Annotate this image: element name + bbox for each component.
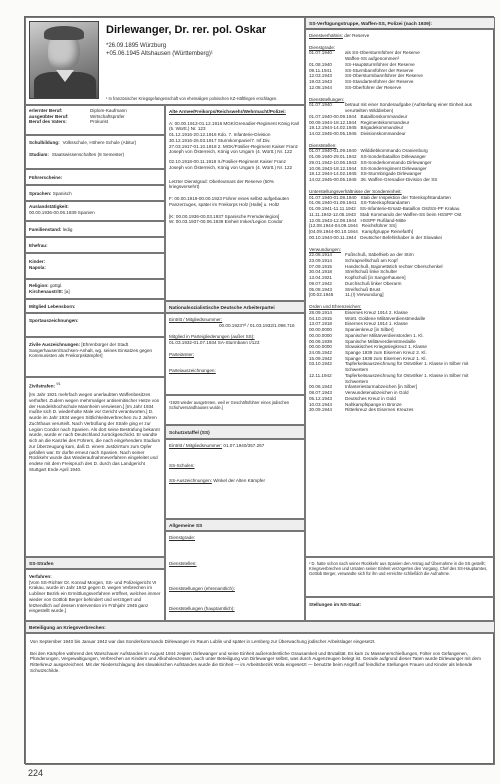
familienstand-box: Familienstand: ledig (25, 221, 165, 237)
item-text: Handschuß, Bajonettstich rechter Oberschenkel (345, 263, 443, 269)
item-text: Verwundetenabzeichen in Gold (345, 390, 409, 396)
list-item (309, 85, 491, 91)
lebensborn-box: Mitglied Lebensborn: (25, 299, 165, 313)
profession-box: erlernter Beruf: Diplom-Kaufmann ausgeübter Beruf: Wirtschaftsprüfer Beruf des Vaters: Prokurist (25, 105, 165, 135)
item-date: [04.09.1944-00.10.1944 (309, 229, 358, 235)
list-item (309, 292, 491, 298)
item-text: Stab der Inspektion der Totenkopfstandarten (360, 194, 451, 200)
item-date: 09.07.1942 (309, 280, 332, 286)
item-date: 01.09.1940-29.01.1942 (309, 154, 357, 160)
header-footnote: ¹ In französischer Kriegsgefangenschaft von ehemaligen polnischen KZ-Häftlingen erschlagen. (106, 96, 278, 101)
item-text: betraut mit einer Sonderaufgabe (Aufstellung einer Einheit aus verurteilten Wilddieben) (345, 102, 472, 114)
item-text: Deutscher Befehlshaber in der Slowakei (360, 234, 442, 240)
item-text: Deutsches Kreuz in Gold (345, 395, 396, 401)
item-text: Ritterkreuz des Eisernen Kreuzes (345, 407, 414, 413)
item-date: 11.11.1942-12.05.1943 (309, 211, 356, 217)
item-text: Eisernes Kreuz 1914 2. Klasse (345, 309, 408, 315)
item-date: 12.08.1944 (309, 84, 332, 90)
item-date: 14.02.1945-00.05.1945 (309, 131, 357, 137)
item-date: 30.04.1918 (309, 269, 332, 275)
item-text: SS-Sturmbrigade Dirlewanger (360, 171, 422, 177)
dienststellungen-list (309, 102, 491, 136)
ausland-box: Auslandstätigkeit: 00.00.1936-00.06.1939 Spanien (25, 201, 165, 221)
ehefrau-box: Ehefrau: (25, 237, 165, 253)
item-date: 14.02.1945-00.05.1945 (309, 177, 357, 183)
item-text: Streifschuß linke Schulter (345, 269, 398, 275)
waffen-ss-header: SS-Verfügungstruppe, Waffen-SS, Polizei (nach 1939): (305, 17, 495, 29)
item-text: Spanienkreuz [in Silber] (345, 327, 394, 333)
item-text: 36. Waffen-Grenadier-Division der SS (360, 177, 438, 183)
zivil-box: Zivile Auszeichnungen: [Ehrenbürger der Stadt Sangerhausen/Sachsen-Anhalt, wg. seines Einsatzes gegen Kommunisten als Freikorpskämpfer] (25, 337, 165, 377)
item-text: SS-Sonderkommando Dirlewanger (360, 159, 432, 165)
item-text: Nahkampfspange in Bronze (345, 401, 402, 407)
item-text: Bataillonskommandeur (360, 113, 408, 119)
nsdap-header: Nationalsozialistische Deutsche Arbeiterpartei (165, 301, 305, 313)
item-date: 10.06.1943-18.12.1944 (309, 165, 357, 171)
item-date: 00.06.1939 (309, 338, 332, 344)
nsdap-box: Eintritt / Mitgliedsnummer: 00.00.1923?² / 01.03.1932/1.098.716 Mitglied in Parteigliederungen (außer SS): 01.03.1932-01.07.1934 SA-Sturmbann I/123 Parteiämter: Parteiauszeichnungen: (165, 313, 305, 395)
header-box (25, 17, 305, 105)
item-date: [00.02.1945 (309, 292, 334, 298)
armee-box: Alte Armee/Freikorps/Reichswehr/Wehrmacht/Polizei: A: 00.00.1913-01.12.1916 MGK/Grenadier-Regiment König Karl (5. Württ.) Nr. 123 01.12.1916-20.12.1916 Kdo. 7. Infanterie-Division 30.12.1916-26.03.1917 Sturmkompanie/7. Inf.Div. 27.03.1917-01.10.1918 2. MGK/Füsilier-Regiment Kaiser Franz Joseph von Österreich, König von Ungarn (4. Württ.) Nr. 122 02.10.1918-00.11.1918 II./Füsilier-Regiment Kaiser Franz Joseph von Österreich, König von Ungarn (4. Württ.) Nr. 122 Letzter Dienstgrad: Oberleutnant der Reserve (50% kriegsversehrt) F: 00.00.1919-00.00.1923 Führer eines selbst aufgebauten Panzerzuges, später im Freikorps Holz [Halle] u. Holtz [K: 00.00.1936-00.03.1937 Spanische Fremdenlegion] W: 00.03.1937-00.06.1939 Einheit Imker/Legion Condor (165, 105, 305, 301)
birth-info: *26.09.1895 Würzburg (106, 43, 167, 49)
waffen-ss-footnote-box: ² D. hatte schon nach seiner Rückkehr aus Spanien den Antrag auf Übernahme in die SS gestellt; Kriegsverbrechen und Untaten seiner Einheit verzögerten den Vorgang. Chef des SS-Hauptamtes, Gottlob Berger, verwandte sich für ihn und erreichte schließlich die Aufnahme. (305, 557, 495, 597)
kriegsverbrechen-header: Beteiligung an Kriegsverbrechen: (25, 621, 495, 633)
item-date: 00.06.1943 (309, 384, 332, 390)
fuehrerscheine-box: Führerscheine: (25, 169, 165, 185)
item-date: 01.08.1940-01.09.1941 (309, 200, 357, 206)
item-text: SS-Totenkopfstandarten (360, 200, 410, 206)
kinder-box: Kinder: Napola: (25, 253, 165, 279)
item-date: 09.11.1941 (309, 67, 332, 73)
list-item (309, 373, 491, 384)
item-date: 28.09.1914 (309, 309, 332, 315)
dienststellen-list (309, 148, 491, 182)
zivilstrafen-box: Zivilstrafen: $^{91}$ [Im Jahr 1921 mehrfach wegen unerlaubten Waffenbesitzes verhaftet. Zudem wegen mehrmaliger antisemitischer Hetze von der Handelshochschule Mannheim verwiesen.] [Im Jahr 1934 mußte sich D. wiederholte Male vor Gericht verantworten.] D. wurde im Jahr 1934 wegen Sittlichkeitsverbrechen zu 2 Jahren Zuchthaus verurteilt. Nach Verbüßung der Strafe ging er zur Legion Condor nach Spanien. Als dort seine Bestrafung bekannt wurde, wurde er nach Deutschland zurückgeschickt. Er wandte sich an die Kanzlei des Führers, die nach eingehendem Studium zur Überzeugung kam, daß D. einem Justizirrtum zum Opfer gefallen war. Er durfte erneut nach Spanien. Nach seiner Rückkehr wurde das Wiederaufnahmeverfahren eingeleitet und endete mit dem Freispruch des D. durch das Landgericht Stuttgart Ende April 1940. (25, 377, 165, 557)
item-text: Infanteriesturmabzeichen [in Silber] (345, 384, 418, 390)
item-date: 05.08.1943 (309, 286, 332, 292)
item-text: Regimentskommandeur (360, 119, 410, 125)
item-date: [12.08.1944-04.09.1944 (309, 223, 358, 229)
item-text: SS-Obersturmbannführer der Reserve (345, 73, 423, 79)
item-text: SS-Hauptsturmführer der Reserve (345, 61, 415, 67)
item-text: SS-Oberführer der Reserve (345, 84, 402, 90)
item-date: 12.03.1943 (309, 73, 332, 79)
item-date: 05.12.1943 (309, 395, 332, 401)
allg-ss-header: Allgemeine SS (165, 519, 305, 531)
ss-strafen-box: Verfahren: [Vom SS-Richter Dr. Konrad Morgen, SS- und Polizeigericht VI Krakau, wurde im Jahr 1942 gegen D. wegen Verbrechen im Lubliner Bezirk ein Ermittlungsverfahren eröffnet, welches immer wieder von Gottlob Berger behindert und verzögert und letztendlich auf dessen Intervention im Frühjahr 1945 ganz eingestellt wurde.] (25, 569, 165, 621)
ss-box: Eintritt / Mitgliedsnummer: 01.07.1940/357.267 SS-Schulen: SS-Auszeichnungen: Winkel der Alten Kämpfer (165, 439, 305, 519)
item-text: als SS-Obersturmführer der Reserve (345, 50, 420, 56)
item-date: 01.07.1940 (309, 50, 332, 56)
item-date: 22.08.1914 (309, 252, 332, 258)
biography-sheet (24, 16, 494, 764)
item-date: 19.03.1943 (309, 79, 332, 85)
list-item (309, 102, 491, 113)
list-item (309, 407, 491, 413)
item-text: HSSPF Rußland-Mitte (360, 217, 406, 223)
item-date: 19.12.1944-14.02.1945 (309, 125, 357, 131)
death-info: +05.06.1945 Altshausen (Württemberg)¹ (106, 51, 213, 57)
item-text: Slowakisches Kriegssiegkreuz 1. Klasse (345, 344, 427, 350)
orden-list (309, 310, 491, 413)
item-text: Schrapnellschuß am Kopf (345, 257, 398, 263)
page-number: 224 (28, 768, 44, 778)
item-date: 01.08.1940 (309, 61, 332, 67)
item-date: 01.07.1940-00.09.1944 (309, 113, 357, 119)
education-box: Schulbildung: Volksschule, Höhere Schule (Abitur) Studium: Staatswissenschaften (8 Semester) (25, 135, 165, 169)
item-text: SS-Sonderbataillon Dirlewanger (360, 154, 426, 160)
item-date: 10.03.1944 (309, 401, 332, 407)
item-text: Fußschuß, Säbelhieb an der Stirn (345, 252, 414, 258)
list-item (309, 177, 491, 183)
item-text: Kopfschuß [in Sangerhausen] (345, 275, 406, 281)
item-text: Tapferkeitsauszeichnung für Ostvölker 1. Klasse in Silber mit Schwertern (345, 361, 469, 373)
item-date: 15.09.1942 (309, 355, 332, 361)
item-text: Kampfgruppe Reinefarth] (361, 229, 414, 235)
item-text: SS-Sonderregiment Dirlewanger (360, 165, 427, 171)
item-date: 30.09.1944 (309, 407, 332, 413)
item-date: 13.07.1918 (309, 321, 332, 327)
item-date: 00.00.0000 (309, 327, 332, 333)
item-text: Waffen-SS aufgenommen² (345, 56, 400, 62)
unterstellung-list (309, 195, 491, 241)
verwundungen-list (309, 252, 491, 298)
sport-box: Sportauszeichnungen: (25, 313, 165, 337)
item-text: SS-Sturmbannführer der Reserve (345, 67, 414, 73)
item-text: Reichsführer SS] (361, 223, 397, 229)
item-text: Divisionskommandeur (360, 131, 406, 137)
religion-box: Religion: gottgl. Kirchenaustritt: [a] (25, 279, 165, 299)
stellungen-box: Stellungen im NS-Staat: (305, 597, 495, 621)
item-date: 03.10.1942 (309, 361, 332, 367)
list-item (309, 235, 491, 241)
item-text: Stab Kommando der Waffen-SS beim HSSPF Ost (359, 211, 462, 217)
item-date: 24.05.1942 (309, 349, 332, 355)
item-date: 01.07.1940-01.09.1940 (309, 148, 357, 154)
item-date: 01.09.1941-11.11.1942 (309, 206, 356, 212)
portrait-photo (29, 21, 99, 99)
item-date: 00.00.0000 (309, 344, 332, 350)
item-date: 04.10.1915 (309, 315, 332, 321)
item-date: 12.11.1942 (309, 372, 332, 378)
item-text: Tapferkeitsauszeichnung für Ostvölker 1. Klasse in Silber mit Schwertern (345, 372, 469, 384)
item-text: Wilddiebkommando Oranienburg (360, 148, 428, 154)
item-text: Eisernes Kreuz 1914 1. Klasse (345, 321, 408, 327)
item-date: 29.01.1942-10.06.1943 (309, 159, 357, 165)
item-date: 13.04.1921 (309, 275, 332, 281)
waffen-ss-box: Dienstverhältnis: der Reserve Dienstgrade: 01.07.1940 als SS-Obersturmführer der Reserve Waffen-SS aufgenommen² 01.08.1940 SS-Hauptsturmführer der Reserve 09.11.1941 SS-Sturmbannführer der Reserve 12.03.1943 SS-Obersturmbannführer der Reserve 19.03.1943 SS-Standartenführer der Reserve 12.08.1944 SS-Oberführer der Reserve Dienststellungen: 01.07.1940 betraut mit einer Sonderaufgabe (Aufstellung einer Einheit aus verurteilten Wilddieben) 01.07.1940-00.09.1944 Bataillonskommandeur 00.09.1944-18.12.1944 Regimentskommandeur 19.12.1944-14.02.1945 Brigadekommandeur 14.02.1945-00.05.1945 Divisionskommandeur Dienststellen: 01.07.1940-01.09.1940 Wilddiebkommando Oranienburg 01.09.1940-29.01.1942 SS-Sonderbataillon Dirlewanger 29.01.1942-10.06.1943 SS-Sonderkommando Dirlewanger 10.06.1943-18.12.1944 SS-Sonderregiment Dirlewanger 18.12.1944-14.02.1945 SS-Sturmbrigade Dirlewanger 14.02.1945-00.05.1945 36. Waffen-Grenadier-Division der SS Unterstellungsverhältnisse der Sondereinheit: 01.07.1940-01.08.1940 Stab der Inspektion der Totenkopfstandarten 01.08.1940-01.09.1941 SS-Totenkopfstandarten 01.09.1941-11.11.1942 SS-Infanterie-Ersatz-Bataillon Ost/SS-PF Krakau 11.11.1942-12.05.1943 Stab Kommando der Waffen-SS beim HSSPF Ost 12.05.1943-12.08.1944 HSSPF Rußland-Mitte [12.08.1944-04.09.1944 Reichsführer SS] [04.09.1944-00.10.1944 Kampfgruppe Reinefarth] 00.10.1944-00.11.1944 Deutscher Befehlshaber in der Slowakei Verwundungen: 22.08.1914 Fußschuß, Säbelhieb an der Stirn 23.09.1914 Schrapnellschuß am Kopf 07.09.1915 Handschuß, Bajonettstich rechter Oberschenkel 30.04.1918 Streifschuß linke Schulter 13.04.1921 Kopfschuß [in Sangerhausen] 09.07.1942 Durchschuß linker Oberarm 05.08.1943 Streifschuß Brust [00.02.1945 11.(!) Verwundung] Orden und Ehrenzeichen: 28.09.1914 Eisernes Kreuz 1914 2. Klasse 04.10.1915 Württ. Goldene Militärverdienstmedaille 13.07.1918 Eisernes Kreuz 1914 1. Klasse 00.00.0000 Spanienkreuz [in Silber] 00.00.0000 Spanischer Militärverdienstorden 1. Kl. 00.06.1939 Spanische Militärverdienstmedaille 00.00.0000 Slowakisches Kriegssiegkreuz 1. Klasse 24.05.1942 Spange 1939 zum Eisernen Kreuz 2. Kl. 15.09.1942 Spange 1939 zum Eisernen Kreuz 1. Kl. 03.10.1942 Tapferkeitsauszeichnung für Ostvölker 1. Klasse in Silber mit Schwertern 12.11.1942 Tapferkeitsauszeichnung für Ostvölker 1. Klasse in Silber mit Schwertern 00.06.1943 Infanteriesturmabzeichen [in Silber] 08.07.1943 Verwundetenabzeichen in Gold 05.12.1943 Deutsches Kreuz in Gold 10.03.1944 Nahkampfspange in Bronze 30.09.1944 Ritterkreuz des Eisernen Kreuzes (305, 29, 495, 557)
person-name: Dirlewanger, Dr. rer. pol. Oskar (106, 24, 267, 36)
item-date: 07.09.1915 (309, 263, 332, 269)
allg-ss-box: Dienstgrade: Dienststellen: Dienststellungen (ehrenamtlich): Dienststellungen (hauptamtlich): (165, 531, 305, 621)
nsdap-footnote-box: ²1928 wieder ausgetreten, weil er Geschäftsführer eines jüdischen Schuhversandhauses wurde.] (165, 395, 305, 425)
item-text: Spange 1939 zum Eisernen Kreuz 2. Kl. (345, 349, 427, 355)
ss-header: Schutzstaffel (SS) (165, 425, 305, 439)
item-date: 23.09.1914 (309, 257, 332, 263)
item-text: Spanische Militärverdienstmedaille (345, 338, 416, 344)
dienstgrade-list (309, 50, 491, 90)
item-date: 01.07.1940 (309, 102, 332, 108)
item-text: 11.(!) Verwundung] (345, 292, 384, 298)
list-item (309, 131, 491, 137)
item-text: SS-Infanterie-Ersatz-Bataillon Ost/SS-PF Krakau (359, 206, 460, 212)
item-text: Württ. Goldene Militärverdienstmedaille (345, 315, 426, 321)
item-text: Streifschuß Brust (345, 286, 381, 292)
item-text: Durchschuß linker Oberarm (345, 280, 402, 286)
item-text: Spanischer Militärverdienstorden 1. Kl. (345, 332, 424, 338)
item-text: SS-Standartenführer der Reserve (345, 79, 414, 85)
item-date: 00.00.0000 (309, 332, 332, 338)
list-item (309, 361, 491, 372)
sprachen-box: Sprachen: Spanisch (25, 185, 165, 201)
item-date: 00.10.1944-00.11.1944 (309, 234, 357, 240)
item-date: 00.09.1944-18.12.1944 (309, 119, 357, 125)
ss-strafen-header: SS-Strafen (25, 557, 165, 569)
item-date: 18.12.1944-14.02.1945 (309, 171, 357, 177)
item-text: Brigadekommandeur (360, 125, 404, 131)
kriegsverbrechen-box: Von September 1940 bis Januar 1942 war das Sonderkommando Dirlewanger im Raum Lublin und später in Lemberg zur Überwachung jüdischer Arbeitslager eingesetzt. Bei den Kämpfen während des Warschauer Aufstandes im August 1944 zeigten Dirlewanger und seine Einheit außerordentliche Grausamkeit und Brutalität. Es kam zu Massenerschießungen, Folter von Gefangenen, Plünderungen, Vergewaltigungen, Verbrechen an Kindern und Alkoholexzessen, auch unter Beteiligung von Dirlewanger selbst, was durch Augenzeugen belegt ist. Gerade aufgrund dieser Taten wurde Dirlewanger mit dem Ritterkreuz ausgezeichnet. Mit der Niederschlagung des slowakischen Aufstandes wurde die Einheit — im Arbeitsbezirk Wola eingesetzt — benutzte beim Angriff auf feindliche Stellungen Frauen und Kinder als lebende Schutzschilde. (25, 633, 495, 765)
item-date: 12.05.1943-12.08.1944 (309, 217, 357, 223)
item-text: Spange 1939 zum Eisernen Kreuz 1. Kl. (345, 355, 427, 361)
item-date: 08.07.1943 (309, 390, 332, 396)
item-date: 01.07.1940-01.08.1940 (309, 194, 357, 200)
